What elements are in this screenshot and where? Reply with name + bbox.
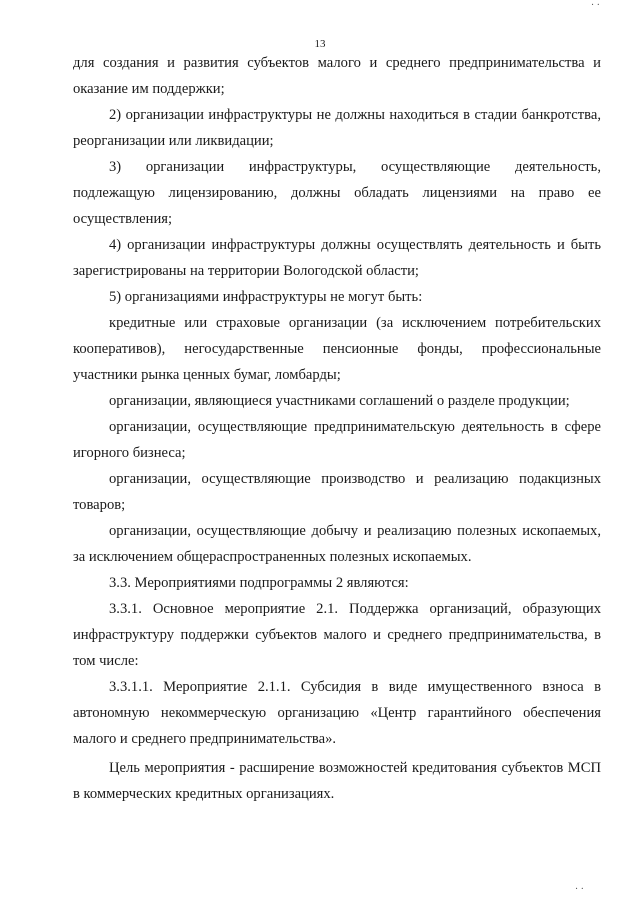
paragraph-item-3: 3) организации инфраструктуры, осуществляющие деятельность, подлежащую лицензированию, должны обладать лицензиями на право ее осуществления; [73, 159, 601, 227]
page-number: 13 [314, 38, 326, 50]
document-body [73, 50, 601, 807]
paragraph-exclusion-psa: организации, являющиеся участниками соглашений о разделе продукции; [109, 393, 570, 409]
paragraph-section-3-3: 3.3. Мероприятиями подпрограммы 2 являются: [109, 575, 409, 591]
paragraph-goal: Цель мероприятия - расширение возможностей кредитования субъектов МСП в коммерческих кредитных организациях. [73, 760, 601, 802]
paragraph-section-3-3-1: 3.3.1. Основное мероприятие 2.1. Поддержка организаций, образующих инфраструктуру поддержки субъектов малого и среднего предпринимательства, в том числе: [73, 601, 601, 669]
paragraph-item-2: 2) организации инфраструктуры не должны находиться в стадии банкротства, реорганизации или ликвидации; [73, 107, 601, 149]
paragraph-exclusion-credit: кредитные или страховые организации (за исключением потребительских кооперативов), негосударственные пенсионные фонды, профессиональные участники рынка ценных бумаг, ломбарды; [73, 315, 601, 383]
paragraph-item-5: 5) организациями инфраструктуры не могут быть: [109, 289, 423, 305]
paragraph-exclusion-excise: организации, осуществляющие производство и реализацию подакцизных товаров; [73, 471, 601, 513]
paragraph-item-4: 4) организации инфраструктуры должны осуществлять деятельность и быть зарегистрированы на территории Вологодской области; [73, 237, 601, 279]
paragraph-exclusion-gambling: организации, осуществляющие предпринимательскую деятельность в сфере игорного бизнеса; [73, 419, 601, 461]
paragraph-exclusion-mining: организации, осуществляющие добычу и реализацию полезных ископаемых, за исключением общераспространенных полезных ископаемых. [73, 523, 601, 565]
scan-mark-bottom: · · [574, 884, 584, 895]
paragraph-continuation: для создания и развития субъектов малого и среднего предпринимательства и оказание им поддержки; [73, 55, 601, 97]
scan-mark-top: · · [590, 0, 600, 11]
paragraph-section-3-3-1-1: 3.3.1.1. Мероприятие 2.1.1. Субсидия в виде имущественного взноса в автономную некоммерческую организацию «Центр гарантийного обеспечения малого и среднего предпринимательства». [73, 679, 601, 747]
